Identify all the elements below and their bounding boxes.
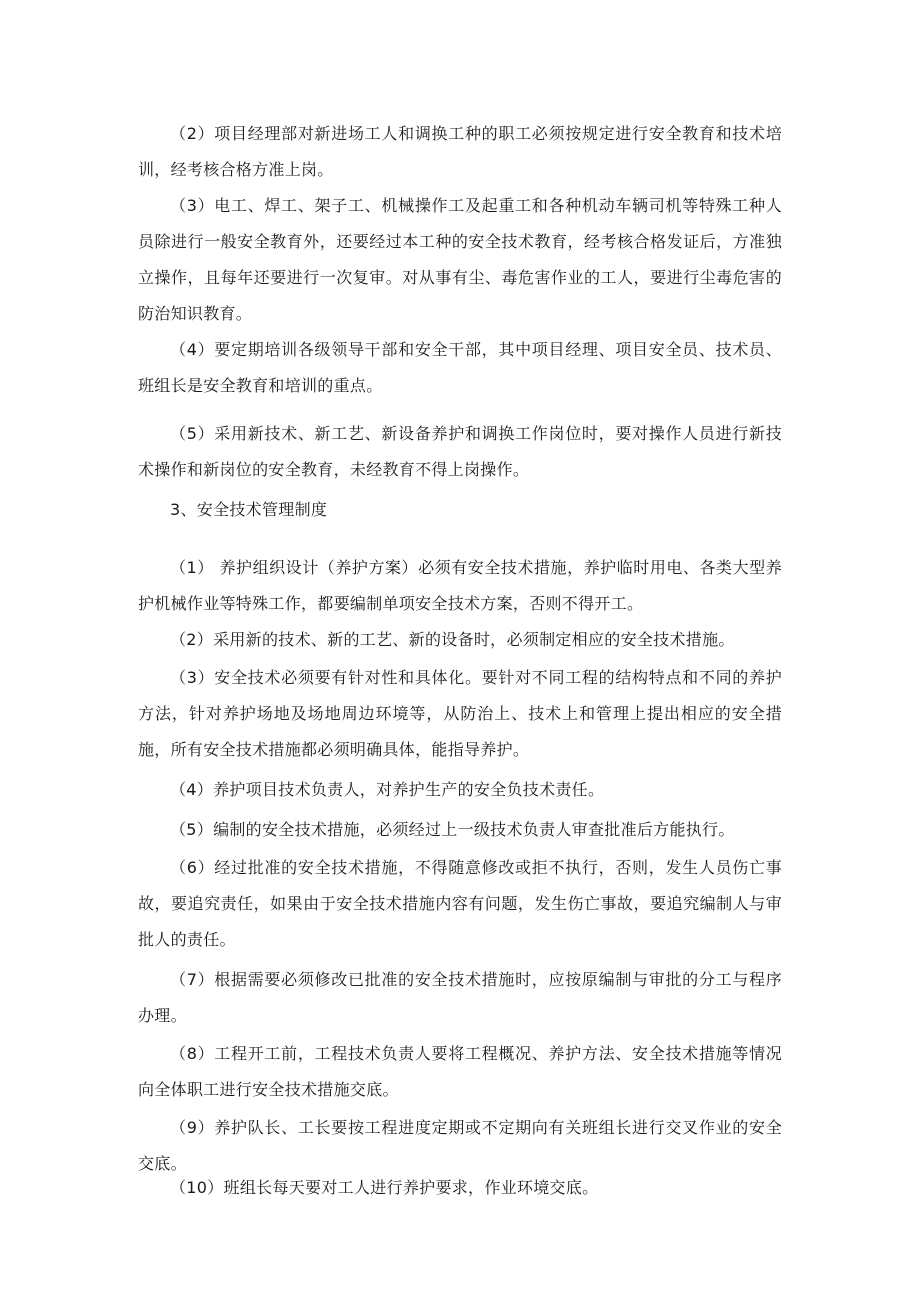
paragraph-3-7: （7）根据需要必须修改已批准的安全技术措施时，应按原编制与审批的分工与程序办理。 (138, 970, 782, 1025)
paragraph-3-1: （1） 养护组织设计（养护方案）必须有安全技术措施，养护临时用电、各类大型养护机械作业等特殊工作，都要编制单项安全技术方案，否则不得开工。 (138, 558, 782, 613)
paragraph-3-2: （2）采用新的技术、新的工艺、新的设备时，必须制定相应的安全技术措施。 (170, 630, 735, 649)
paragraph-2-3: （3）电工、焊工、架子工、机械操作工及起重工和各种机动车辆司机等特殊工种人员除进行一般安全教育外，还要经过本工种的安全技术教育，经考核合格发证后，方准独立操作，且每年还要进行一次复审。对从事有尘、毒危害作业的工人，要进行尘毒危害的防治知识教育。 (138, 196, 782, 323)
paragraph-3-4: （4）养护项目技术负责人，对养护生产的安全负技术责任。 (170, 780, 605, 799)
paragraph-2-5: （5）采用新技术、新工艺、新设备养护和调换工作岗位时，要对操作人员进行新技术操作和新岗位的安全教育，未经教育不得上岗操作。 (138, 424, 782, 479)
paragraph-3-8: （8）工程开工前，工程技术负责人要将工程概况、养护方法、安全技术措施等情况向全体职工进行安全技术措施交底。 (138, 1044, 782, 1099)
paragraph-2-4: （4）要定期培训各级领导干部和安全干部，其中项目经理、项目安全员、技术员、班组长是安全教育和培训的重点。 (138, 340, 782, 395)
paragraph-3-3: （3）安全技术必须要有针对性和具体化。要针对不同工程的结构特点和不同的养护方法，针对养护场地及场地周边环境等，从防治上、技术上和管理上提出相应的安全措施，所有安全技术措施都必须明确具体，能指导养护。 (138, 668, 782, 759)
paragraph-3-6: （6）经过批准的安全技术措施，不得随意修改或拒不执行，否则，发生人员伤亡事故，要追究责任，如果由于安全技术措施内容有问题，发生伤亡事故，要追究编制人与审批人的责任。 (138, 858, 782, 949)
paragraph-3-9: （9）养护队长、工长要按工程进度定期或不定期向有关班组长进行交叉作业的安全交底。 (138, 1118, 782, 1173)
paragraph-2-2: （2）项目经理部对新进场工人和调换工种的职工必须按规定进行安全教育和技术培训，经考核合格方准上岗。 (138, 124, 782, 179)
paragraph-3-10: （10）班组长每天要对工人进行养护要求，作业环境交底。 (170, 1178, 599, 1197)
paragraph-3-5: （5）编制的安全技术措施，必须经过上一级技术负责人审查批准后方能执行。 (170, 820, 735, 839)
section-heading-safety-technology: 3、安全技术管理制度 (170, 500, 328, 519)
